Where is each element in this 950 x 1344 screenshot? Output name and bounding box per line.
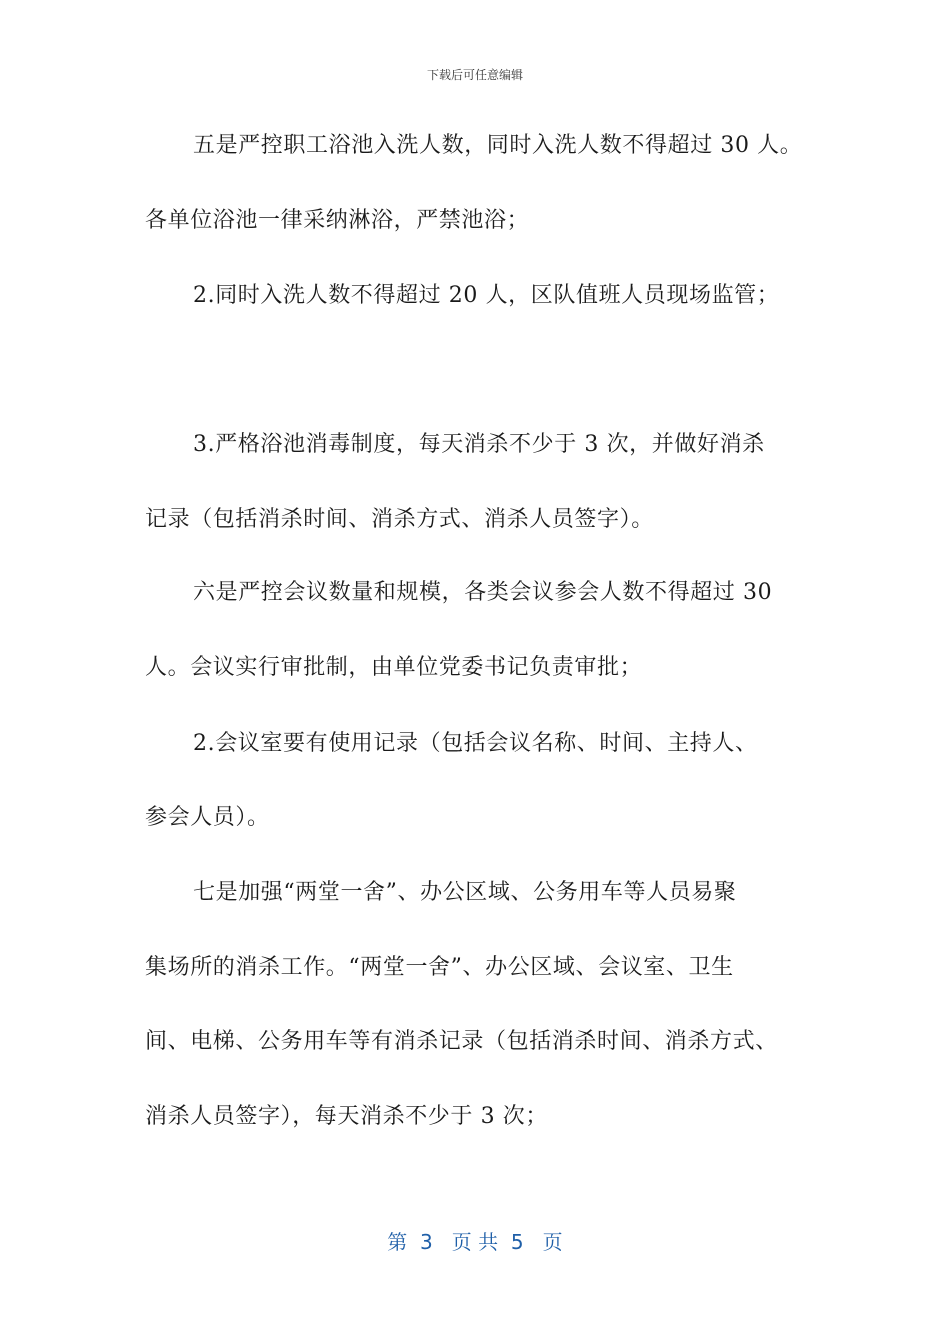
paragraph-line: 记录（包括消杀时间、消杀方式、消杀人员签字）。: [145, 507, 654, 532]
paragraph-line: 间、电梯、公务用车等有消杀记录（包括消杀时间、消杀方式、: [145, 1029, 778, 1054]
page-number-footer: 第 3 页 共 5 页: [387, 1230, 563, 1254]
paragraph-line: 人。会议实行审批制，由单位党委书记负责审批；: [145, 655, 643, 680]
paragraph-line: 六是严控会议数量和规模，各类会议参会人数不得超过 30: [193, 580, 773, 605]
page-header-note: 下载后可任意编辑: [426, 68, 523, 82]
paragraph-line: 集场所的消杀工作。“两堂一舍”、办公区域、会议室、卫生: [145, 955, 734, 980]
paragraph-line: 参会人员）。: [145, 805, 270, 830]
paragraph-line: 2.同时入洗人数不得超过 20 人，区队值班人员现场监管；: [193, 283, 780, 308]
paragraph-line: 消杀人员签字），每天消杀不少于 3 次；: [145, 1104, 548, 1129]
paragraph-line: 各单位浴池一律采纳淋浴，严禁池浴；: [145, 208, 530, 233]
paragraph-line: 2.会议室要有使用记录（包括会议名称、时间、主持人、: [193, 731, 758, 756]
paragraph-line: 五是严控职工浴池入洗人数，同时入洗人数不得超过 30 人。: [193, 133, 803, 158]
paragraph-line: 七是加强“两堂一舍”、办公区域、公务用车等人员易聚: [193, 880, 737, 905]
paragraph-line: 3.严格浴池消毒制度，每天消杀不少于 3 次，并做好消杀: [193, 432, 765, 457]
